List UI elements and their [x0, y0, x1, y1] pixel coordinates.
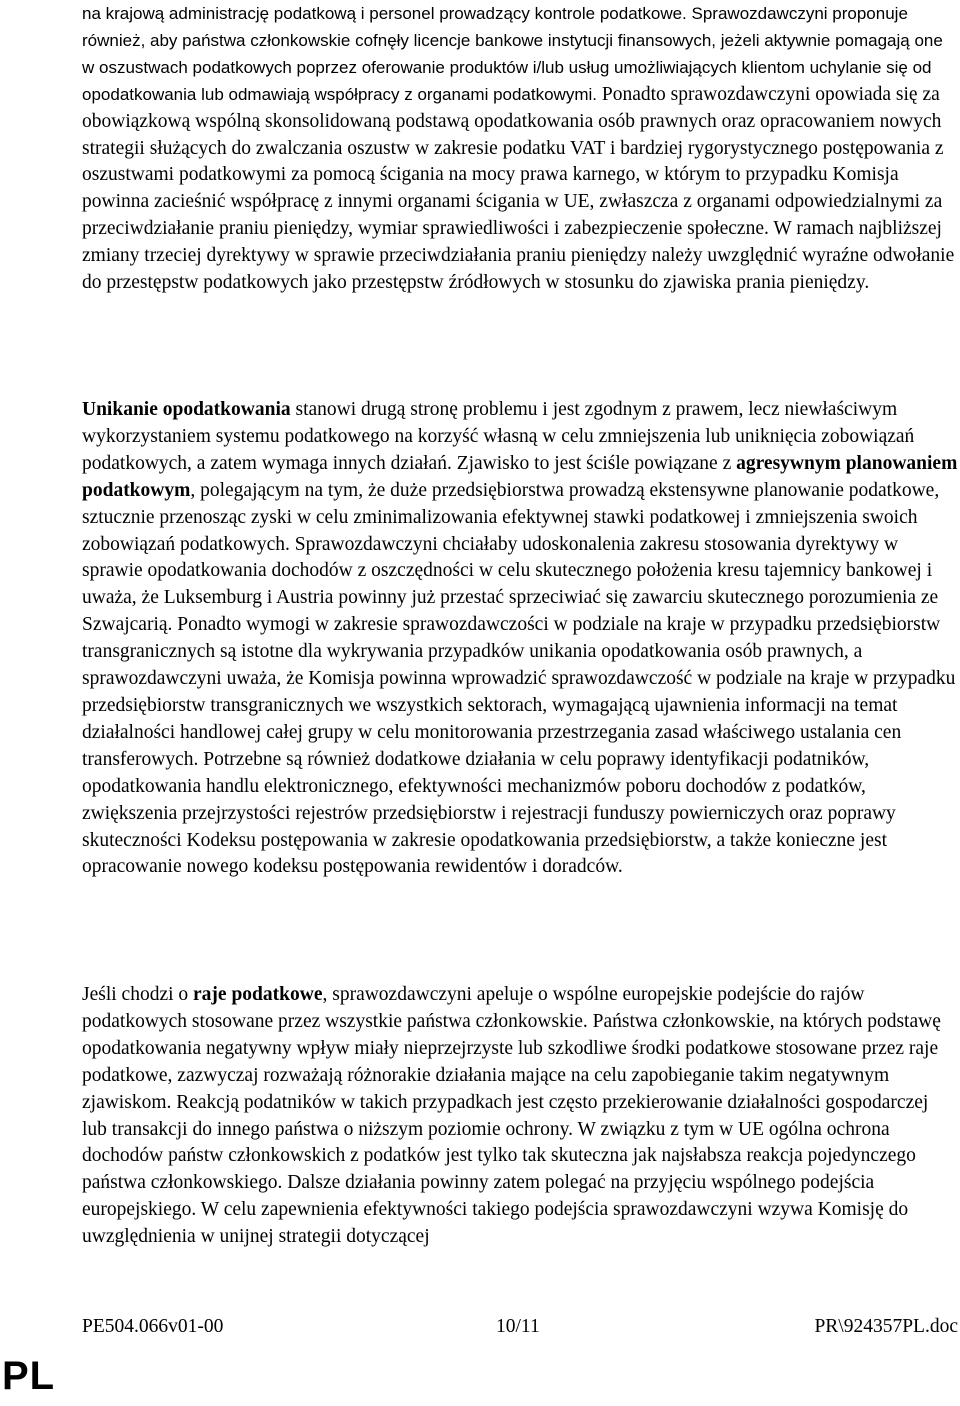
bold-term-tax-avoidance: Unikanie opodatkowania [82, 399, 291, 420]
document-reference: PE504.066v01-00 [82, 1316, 224, 1337]
page-number: 10/11 [496, 1316, 540, 1337]
paragraph-text: , sprawozdawczyni apeluje o wspólne europejskie podejście do rajów podatkowych stosowane przez wszystkie państwa członkowskie. Państwa członkowskie, na których podstawę opodatkowania negatywny wpływ miały nieprzejrzyste lub szkodliwe środki podatkowe stosowane przez raje podatkowe, zazwyczaj rozważają różnorakie działania mające na celu zapobieganie takim negatywnym zjawiskom. Reakcją podatników w takich przypadkach jest często przekierowanie działalności gospodarczej lub transakcji do innego państwa o niższym poziomie ochrony. W związku z tym w UE ogólna ochrona dochodów państw członkowskich z podatków jest tylko tak skuteczna jak najsłabsza reakcja pojedynczego państwa członkowskiego. Dalsze działania powinny zatem polegać na przyjęciu wspólnego podejścia europejskiego. W celu zapewnienia efektywności takiego podejścia sprawozdawczyni wzywa Komisję do uwzględnienia w unijnej strategii dotyczącej [82, 984, 941, 1248]
page-footer [82, 1314, 958, 1340]
file-name: PR\924357PL.doc [814, 1316, 958, 1337]
bold-term-aggressive-planning: agresywnym planowaniem podatkowym [82, 452, 958, 501]
paragraph-sans-text: na krajową administrację podatkową i personel prowadzący kontrole podatkowe. Sprawozdawczyni proponuje również, aby państwa członkowskie cofnęły licencje bankowe instytucji finansowych, jeżeli aktywnie pomagają one w oszustwach podatkowych poprzez oferowanie produktów i/lub usług umożliwiających klientom uchylanie się od opodatkowania lub odmawiają współpracy z organami podatkowymi. [82, 4, 943, 104]
language-code: PL [2, 1354, 56, 1398]
paragraph-tax-avoidance [82, 397, 958, 881]
paragraph-serif-text: Ponadto sprawozdawczyni opowiada się za obowiązkową wspólną skonsolidowaną podstawą opodatkowania osób prawnych oraz opracowaniem nowych strategii służących do zwalczania oszustw w zakresie podatku VAT i bardziej rygorystycznego postępowania z oszustwami podatkowymi za pomocą ścigania na mocy prawa karnego, w którym to przypadku Komisja powinna zacieśnić współpracę z innymi organami ścigania w UE, zwłaszcza z organami odpowiedzialnymi za przeciwdziałanie praniu pieniędzy, wymiar sprawiedliwości i zabezpieczenie społeczne. W ramach najbliższej zmiany trzeciej dyrektywy w sprawie przeciwdziałania praniu pieniędzy należy uwzględnić wyraźne odwołanie do przestępstw podatkowych jako przestępstw źródłowych w stosunku do zjawiska prania pieniędzy. [82, 83, 955, 294]
paragraph-text: stanowi drugą stronę problemu i jest zgodnym z prawem, lecz niewłaściwym wykorzystaniem systemu podatkowego na korzyść własną w celu zmniejszenia lub uniknięcia zobowiązań podatkowych, a zatem wymaga innych działań. Zjawisko to jest ściśle powiązane z [82, 399, 915, 474]
paragraph-text: Jeśli chodzi o [82, 984, 194, 1005]
paragraph-tax-fraud [82, 1, 958, 297]
paragraph-text: , polegającym na tym, że duże przedsiębiorstwa prowadzą ekstensywne planowanie podatkowe, sztucznie przenosząc zyski w celu zminimalizowania efektywnej stawki podatkowej i zmniejszenia swoich zobowiązań podatkowych. Sprawozdawczyni chciałaby udoskonalenia zakresu stosowania dyrektywy w sprawie opodatkowania dochodów z oszczędności w celu skutecznego położenia kresu tajemnicy bankowej i uważa, że Luksemburg i Austria powinny już przestać sprzeciwiać się zawarciu skutecznego porozumienia ze Szwajcarią. Ponadto wymogi w zakresie sprawozdawczości w podziale na kraje w przypadku przedsiębiorstw transgranicznych są istotne dla wykrywania przypadków unikania opodatkowania osób prawnych, a sprawozdawczyni uważa, że Komisja powinna wprowadzić sprawozdawczość w podziale na kraje w przypadku przedsiębiorstw transgranicznych we wszystkich sektorach, wymagającą ujawnienia informacji na temat działalności handlowej całej grupy w celu monitorowania przestrzegania zasad właściwego ustalania cen transferowych. Potrzebne są również dodatkowe działania w celu poprawy identyfikacji podatników, opodatkowania handlu elektronicznego, efektywności mechanizmów poboru dochodów z podatków, zwiększenia przejrzystości rejestrów przedsiębiorstw i rejestracji funduszy powierniczych oraz poprawy skuteczności Kodeksu postępowania w zakresie opodatkowania przedsiębiorstw, a także konieczne jest opracowanie nowego kodeksu postępowania rewidentów i doradców. [82, 479, 956, 878]
paragraph-tax-havens [82, 982, 958, 1251]
bold-term-tax-havens: raje podatkowe [193, 984, 323, 1005]
